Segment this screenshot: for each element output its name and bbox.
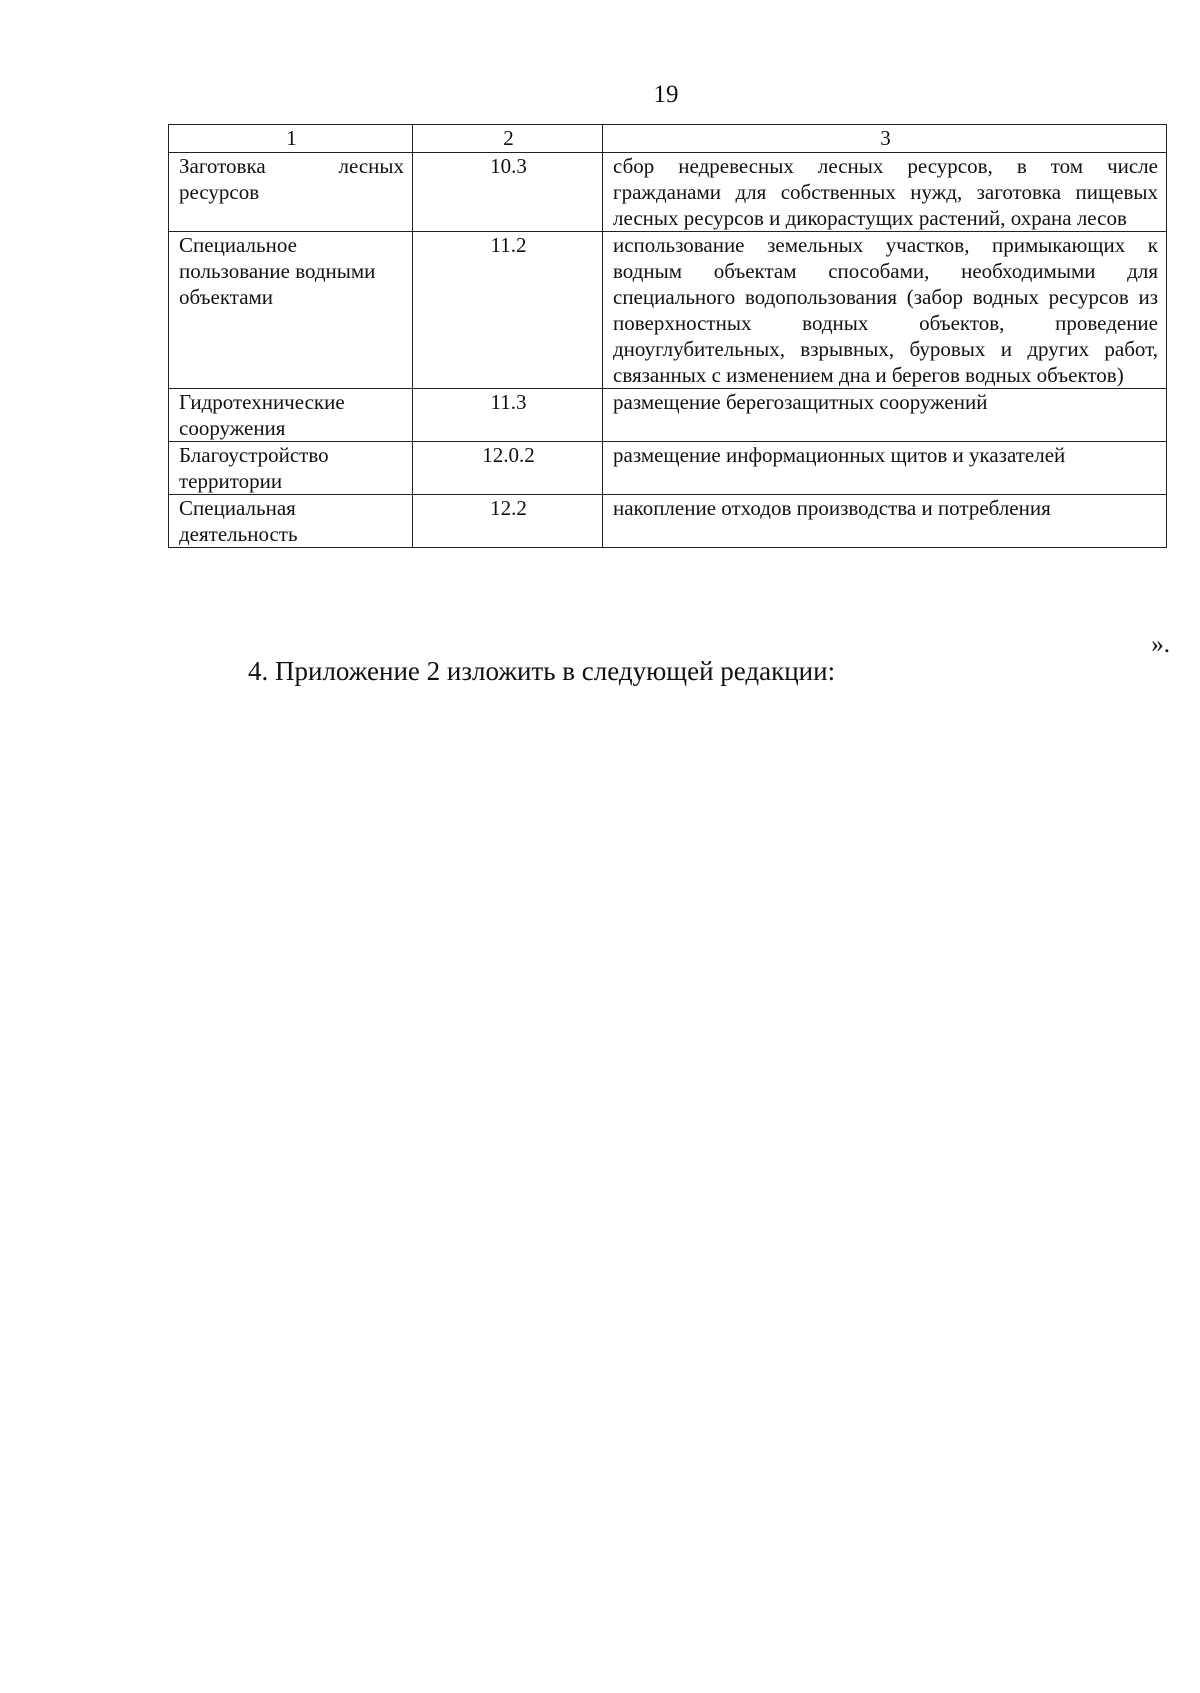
code-cell: 11.2 (413, 232, 603, 389)
land-use-table (168, 124, 1167, 548)
code-cell: 12.0.2 (413, 442, 603, 495)
code-cell: 10.3 (413, 153, 603, 232)
page-number: 19 (653, 81, 679, 108)
column-header: 3 (603, 125, 1167, 153)
type-name-cell: Специальная деятельность (169, 495, 413, 548)
description-cell: сбор недревесных лесных ресурсов, в том числе гражданами для собственных нужд, заготовка пищевых лесных ресурсов и дикорастущих растений, охрана лесов (603, 153, 1167, 232)
type-name-cell: Специальное пользование водными объектами (169, 232, 413, 389)
table-row (169, 389, 1167, 442)
code-cell: 11.3 (413, 389, 603, 442)
description-cell: накопление отходов производства и потребления (603, 495, 1167, 548)
type-name-cell: Гидротехнические сооружения (169, 389, 413, 442)
table-row (169, 495, 1167, 548)
body-paragraph: 4. Приложение 2 изложить в следующей редакции: (248, 656, 836, 686)
table-header-row (169, 125, 1167, 153)
table-row (169, 232, 1167, 389)
type-name-cell: Заготовка лесных ресурсов (169, 153, 413, 232)
type-name-cell: Благоустройство территории (169, 442, 413, 495)
description-cell: размещение берегозащитных сооружений (603, 389, 1167, 442)
table-row (169, 442, 1167, 495)
description-cell: использование земельных участков, примыкающих к водным объектам способами, необходимыми для специального водопользования (забор водных ресурсов из поверхностных водных объектов, проведение дноуглубительных, взрывных, буровых и других работ, связанных с изменением дна и берегов водных объектов) (603, 232, 1167, 389)
code-cell: 12.2 (413, 495, 603, 548)
closing-quote: ». (1151, 631, 1170, 658)
description-cell: размещение информационных щитов и указателей (603, 442, 1167, 495)
column-header: 1 (169, 125, 413, 153)
table-row (169, 153, 1167, 232)
column-header: 2 (413, 125, 603, 153)
